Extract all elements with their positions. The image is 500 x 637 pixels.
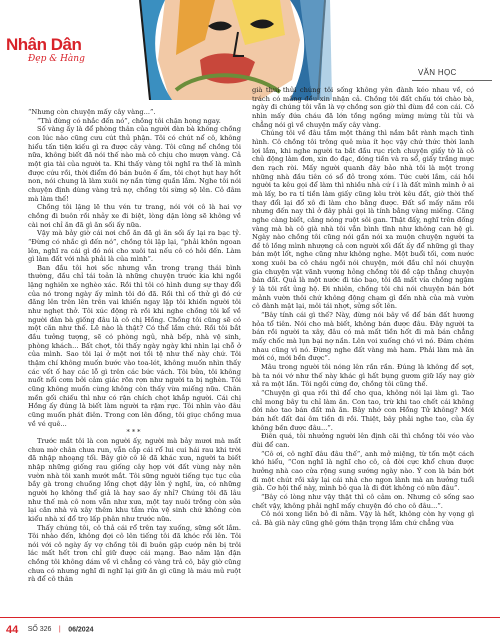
paragraph: “Cô ơi, cô nghĩ đâu đâu thế”, anh mở miệng, từ tốn một cách khó hiểu, “Con nghĩ là nghĩ cho cô, cả đời cực khổ chưa được hưởng nhà cao cửa rộng sung sướng ngày nào. Ý con là bán bớt đi một chút rồi xây lại cái nhà cho ngon lành mà an hưởng tuổi già. Cơ hội thế này, mình bỏ qua là đi đứt không có nữa đâu”. <box>252 449 474 493</box>
logo-subtitle: Đẹp & Hàng <box>28 54 85 64</box>
page-footer <box>6 621 94 637</box>
paragraph: “Bây tính cái gì thế? Này, đừng nói bây về để bán đất hương hỏa tổ tiên. Nói cho mà biết, không bán được đâu. Đây người ta bán rồi người ta xây, đâu có mà mất tiền hốt đi mà bán chẳng mấy chốc mà lụn bại nợ nần. Lên voi xuống chó vì nó. Đám chém nhau cũng vì nó. Đừng nghe đất vàng mà ham. Phải làm mà ăn mới có, mới bền được”. <box>252 311 474 363</box>
footer-divider <box>0 617 500 618</box>
article-column-right <box>252 86 474 527</box>
issue-number: SỐ 326 <box>27 626 52 634</box>
paragraph: “Nhưng còn chuyện mấy cây vàng...”. <box>28 108 156 116</box>
paragraph: Mâu trong người tôi nóng lên rần rần. Đúng là không để sợt, bà ta nói vớ như thế này khác gì hất bụng gươm giữ lấy nay giờ xả ra một lần. Tôi ngồi cứng đơ, chồng tôi cũng thế. <box>252 363 474 389</box>
paragraph: Chúng tôi về đâu tầm một tháng thì nắm bắt rành mạch tình hình. Cô chồng tôi trông quê mùa ít học vậy chứ thức thời lanh lợi lắm, khi nghe người ta bắt đầu rục rịch chuyện giấy tờ là cô chủ động làm đơn, xin đo đạc, đóng tiền và ra sổ, giấy trắng mực đen rạch ròi. Mấy người quanh đây bảo nhà tôi là một trong những nhà đầu tiên có sổ đỏ trong xóm. Tức cười lắm, cái hồi người ta kêu gọi để làm thì nhiều nhà cứ í i là đất mình mình ở ai mà lấy, bo ra tí tiền làm giấy cũng kêu trời kêu đất, giờ thời thế thay đổi lại đổ xô đi làm cho bằng được. Đất sổ mấy năm rồi nhưng đến nay thì ở đây phải gọi là tính bằng vàng miếng. Căng nghe càng biết, căng nóng ruột sôi gan. Thật đấy, nghĩ trên đống vàng mà bà cô già nhà tôi vẫn bình tĩnh như không can hệ gì. Ngày nào chồng tôi cũng nói gần nói xa muộn chuyện người ta đề tô lồng mình nhượng cả cơn người xối đất ấy để những gì thay bán một lốt, nghe cũng như không nghe. Một buổi tối, cơm nước xong xuôi ba cô cháu ngồi nói chuyện, mới đầu chỉ nói chuyện gia chuyện vặt vãnh vương hỏng chồng tôi đề cập thẳng chuyện bán đất. Quả là một nước đi táo bạo, tôi đã mất vía chồng ngậm ý là tôi rất ủng hộ. Đi nhiên, chồng tôi chi nói chuyện bán bớt mảnh vườn thôi chứ không động chạm gì đến nhà của mà vườn cô đành mặt lại, môi tái nhợt, sửng sốt lên. <box>252 129 474 311</box>
paragraph: Số vàng ấy là để phòng thân của người đàn bà không chồng con lúc nào cũng cưu cút thủ phận. Tôi có chút nể cô, không hiểu tấn tiện kiếu gì ra được cây vàng. Tôi cũng nể chồng tôi nữa, không biết đã nói thế nào mà cô chịu cho mượn vàng. Cả một gia tài của người ta. Khi thấy vàng tôi nghĩ ra thế là mình được cứu rồi, thời điểm đó bán buôn ế ẩm, tôi chọt hụt hay hốt non, nói chung là làm xuôi nợ nần từng quần lắm. Nghe tôi nói chuyện định dùng vàng trả nợ, chồng tôi sừng sộ lên. Cô đâm mà làm thế! <box>28 125 241 203</box>
paragraph: “Bây có lòng như vậy thật thì cô cảm ơn. Nhưng cô sống sao chết vậy, không phải nghĩ mấy chuyện đó cho cô đâu...”. <box>252 492 474 510</box>
section-label: VĂN HỌC <box>418 68 457 77</box>
paragraph: “Thì đừng có nhắc đến nó”, chồng tôi chặn họng ngay. <box>37 116 221 125</box>
section-divider <box>412 80 492 81</box>
paragraph: Ban đầu tôi hơi sốc nhưng vẫn trong trạng thái bình thường, đầu chỉ tái toản là những chuyện trước kia khi ngồi lặng nghiên xe nghèo xác. Rồi thì tôi có hình dung sự thay đổi của nó trong ngày ấy mình tôi đó đã. Rồi thì cố thử gì đó cứ đăng lên trên lên trên vai khiến ngay lập tôi khiến người tôi như nghẹt thở. Tôi xúc động rà rồi khi nghe chồng tôi kể về người đàn bà giống đâu là cô chị Hồng. Chồng tôi cũng sẽ có một căn như thế. Lẽ nào là thật? Có thể lắm chứ. Rồi tôi bắt đầu tưởng tượng, sẽ có phòng ngủ, nhà bếp, nhà vệ sinh, phòng khách... Bất chợt, tôi thấy ngày ngày khi nhìn lại chỗ ở của mình. Sao tôi lại ở một nơi tồi tệ như thế này chứ. Tôi thậm chí không muốn bước vào toa-lét, không muốn nhìn thấy các vết ố hay các lỗ gì trên các bức vách. Tôi bửa, tôi không nuốt nổi cơm bởi cảm giác rõn rợn như người ta bị nghèn. Tôi cũng không muốn cùng không còn thấy vừa miếng nữa. Chân mền gối chiếu thì như có rận chích chọt khắp người. Cái chị Hồng ấy đúng là biết làm người ta rậm rực. Tôi nhìn vào đâu cũng muốn phát điên. Trong cơn lên đồng, tôi giục chồng mua về vé quê... <box>28 263 241 428</box>
paragraph: Thấy chúng tôi, cô thả cái rổ trên tay xuống, sững sốt lắm. Tôi nhào đến, không đợi cô lên tiếng tôi đã khóc rồi lên. Tôi nói với cô ngày ấy vợ chồng tôi đi buôn gặp cướp nên bị trôi lác mất hết trơn chỉ giữ được cái mạng. Bao năm lận đận chồng tôi không dám về vì chẳng có vàng trả cô, bây giờ cũng chưa có nhưng nghĩ đi nghĩ lại giữ ăn gì cũng là máu mủ ruột rà để cô thân <box>28 523 241 584</box>
logo-title: Nhân Dân <box>6 35 82 54</box>
issue-date: 06/2024 <box>68 626 94 634</box>
paragraph: Điên quá, tôi nhưởng người lên định cãi thì chồng tôi véo vào đùi để can. <box>252 432 474 449</box>
paragraph: “Chuyện gì qua rồi thì để cho qua, không nói lại làm gì. Tao chỉ mong bây tu chỉ làm ăn. Con tao, trừ khi tao chết cái không đời nào tao bán đất mà ăn. Bây nhớ con Hồng Tử không? Mới bán hết đất đai ôm tiền đi rồi. Thiệt, bây phải nghe tao, của ấy không bền được đâu...”. <box>252 388 474 432</box>
footer-separator: | <box>58 626 61 634</box>
paragraph: Vậy mà bảy giờ cái nơi chồ ăn đã gì ăn sối ấy lại ra bạc tỷ. “Đừng có nhắc gì đến nó”, chồng tôi lặp lại, “phải khôn ngoan lên, nghĩ ra cái gì đó nói cho xuôi tai nếu cô có hỏi đến. Làm gì làm đất với nhà phải là của mình”. <box>28 229 241 264</box>
page-number: 44 <box>6 623 19 636</box>
paragraph: già thui thủi chúng tôi sống không yên đành kéo nhau về, có trách có mắng đều xin nhận cả. Chồng tôi đất chấu tới chào bà, ngày đi chúng tôi vẫn là vợ chồng son giờ thì đùm đề con cái. Cô nhìn mấy đứa cháu đã lớn tồng ngồng mừng mừng tủi tủi và chẳng nói gì về chuyện mấy cây vàng. <box>252 86 474 129</box>
paragraph: Trước mắt tôi là con người ấy, người mà bảy mươi mà mất chưa mờ chân chưa run, vẫn cắp cái rổ lui cui hái rau khi trời đã nhập nhoạng tối. Bây giờ cô lê đã khác xưa, người ta biết nhập những giống rau giống cây hợp với đất vùng này nên vườn nhà tôi xanh mướt mắt. Tôi sững người tiếng tục tục của bầy gà trong chuồng lồng chợt dậy lên ý nghĩ, ừa, có những người họ không thể giả là hay sao ấy nhỉ? Chúng tôi đã lâu như thế mà cô nom vẫn như xưa, một tay nuôi trồng còn sửa lại căn nhà và xây thêm khu tắm rửa vệ sinh chứ không còn kiểu nhà xí đổ trọ lấp phân như trước nữa. <box>28 436 241 523</box>
article-column-left <box>28 108 241 584</box>
magazine-logo <box>6 36 88 64</box>
paragraph: Cô nói xong liền bỏ đi nằm. Vậy là hết, không còn hy vọng gì cả. Bà già này cũng ghê gớm thận trọng lắm chứ chẳng vừa <box>252 510 474 527</box>
section-break: *** <box>126 428 143 437</box>
paragraph: Chồng tôi lặng lẽ thu vén tư trang, nói với cô là hai vợ chồng đi buôn rồi nhảy xe đi biệt, lòng dặn lòng sẽ không về cài nơi chỉ ăn đã gì ăn sối ấy nữa. <box>28 203 241 229</box>
